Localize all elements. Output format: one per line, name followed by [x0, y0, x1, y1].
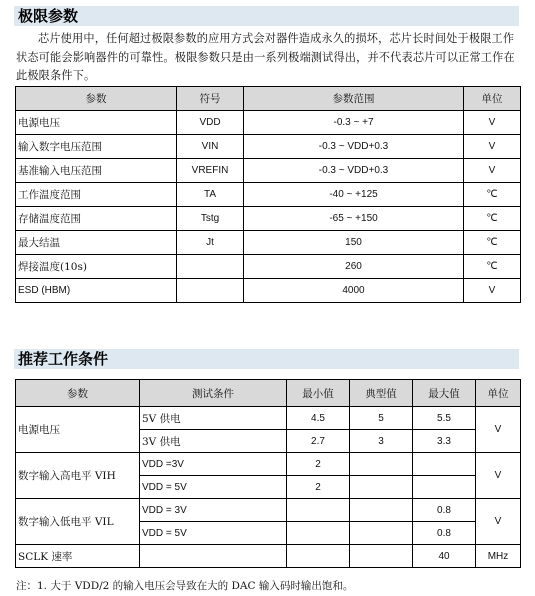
max-cell — [413, 476, 476, 499]
symbol-cell — [177, 255, 244, 279]
unit-cell: V — [476, 407, 521, 453]
min-cell: 2 — [287, 476, 350, 499]
range-cell: -65 ~ +150 — [244, 207, 464, 231]
typ-cell — [350, 522, 413, 545]
header-unit: 单位 — [476, 380, 521, 407]
header-symbol: 符号 — [177, 87, 244, 111]
header-param: 参数 — [16, 380, 140, 407]
min-cell — [287, 545, 350, 568]
section-header-bar — [14, 6, 519, 26]
table-header-row — [16, 380, 521, 407]
min-cell: 4.5 — [287, 407, 350, 430]
typ-cell — [350, 545, 413, 568]
section-title-absolute-max: 极限参数 — [18, 7, 79, 25]
max-cell: 0.8 — [413, 499, 476, 522]
recommended-conditions-table — [15, 379, 521, 568]
max-cell: 0.8 — [413, 522, 476, 545]
symbol-cell: VIN — [177, 135, 244, 159]
header-max: 最大值 — [413, 380, 476, 407]
param-cell: 基准输入电压范围 — [16, 159, 177, 183]
unit-cell: V — [476, 453, 521, 499]
table-row — [16, 545, 521, 568]
symbol-cell: Tstg — [177, 207, 244, 231]
table-row — [16, 499, 521, 522]
unit-cell: MHz — [476, 545, 521, 568]
param-cell: 最大结温 — [16, 231, 177, 255]
param-cell: 电源电压 — [16, 111, 177, 135]
condition-cell: VDD = 5V — [140, 476, 287, 499]
intro-paragraph: 芯片使用中，任何超过极限参数的应用方式会对器件造成永久的损坏，芯片长时间处于极限工作状态可能会影响器件的可靠性。极限参数只是由一系列极端测试得出，并不代表芯片可以正常工作在此极限条件下。 — [16, 32, 515, 82]
section-title-recommended: 推荐工作条件 — [18, 350, 109, 368]
symbol-cell: VDD — [177, 111, 244, 135]
header-typ: 典型值 — [350, 380, 413, 407]
unit-cell: ℃ — [464, 231, 521, 255]
min-cell — [287, 499, 350, 522]
symbol-cell: TA — [177, 183, 244, 207]
param-cell: 电源电压 — [16, 407, 140, 453]
range-cell: 150 — [244, 231, 464, 255]
unit-cell: V — [476, 499, 521, 545]
table-row — [16, 453, 521, 476]
table-row — [16, 183, 521, 207]
range-cell: -0.3 ~ +7 — [244, 111, 464, 135]
unit-cell: ℃ — [464, 207, 521, 231]
footnote: 注：1. 大于 VDD/2 的输入电压会导致在大的 DAC 输入码时输出饱和。 — [16, 580, 354, 592]
table-row — [16, 135, 521, 159]
symbol-cell: Jt — [177, 231, 244, 255]
header-unit: 单位 — [464, 87, 521, 111]
typ-cell — [350, 499, 413, 522]
min-cell — [287, 522, 350, 545]
absolute-max-table — [15, 86, 521, 303]
condition-cell: VDD = 5V — [140, 522, 287, 545]
table-row — [16, 407, 521, 430]
max-cell: 5.5 — [413, 407, 476, 430]
unit-cell: ℃ — [464, 183, 521, 207]
min-cell: 2.7 — [287, 430, 350, 453]
header-condition: 测试条件 — [140, 380, 287, 407]
condition-cell: VDD = 3V — [140, 499, 287, 522]
param-cell: ESD (HBM) — [16, 279, 177, 303]
table-row — [16, 207, 521, 231]
typ-cell: 5 — [350, 407, 413, 430]
table-row — [16, 279, 521, 303]
min-cell: 2 — [287, 453, 350, 476]
condition-cell: VDD =3V — [140, 453, 287, 476]
unit-cell: V — [464, 111, 521, 135]
unit-cell: ℃ — [464, 255, 521, 279]
param-cell: 存储温度范围 — [16, 207, 177, 231]
header-min: 最小值 — [287, 380, 350, 407]
table-row — [16, 231, 521, 255]
max-cell: 3.3 — [413, 430, 476, 453]
condition-cell — [140, 545, 287, 568]
range-cell: 260 — [244, 255, 464, 279]
symbol-cell: VREFIN — [177, 159, 244, 183]
unit-cell: V — [464, 159, 521, 183]
typ-cell: 3 — [350, 430, 413, 453]
range-cell: 4000 — [244, 279, 464, 303]
range-cell: -40 ~ +125 — [244, 183, 464, 207]
param-cell: SCLK 速率 — [16, 545, 140, 568]
param-cell: 焊接温度(10s) — [16, 255, 177, 279]
table-header-row — [16, 87, 521, 111]
condition-cell: 5V 供电 — [140, 407, 287, 430]
max-cell: 40 — [413, 545, 476, 568]
range-cell: -0.3 ~ VDD+0.3 — [244, 135, 464, 159]
param-cell: 工作温度范围 — [16, 183, 177, 207]
max-cell — [413, 453, 476, 476]
table-row — [16, 159, 521, 183]
symbol-cell — [177, 279, 244, 303]
unit-cell: V — [464, 135, 521, 159]
unit-cell: V — [464, 279, 521, 303]
table-row — [16, 255, 521, 279]
header-param: 参数 — [16, 87, 177, 111]
param-cell: 数字输入低电平 VIL — [16, 499, 140, 545]
param-cell: 输入数字电压范围 — [16, 135, 177, 159]
typ-cell — [350, 476, 413, 499]
header-range: 参数范围 — [244, 87, 464, 111]
table-row — [16, 111, 521, 135]
condition-cell: 3V 供电 — [140, 430, 287, 453]
param-cell: 数字输入高电平 VIH — [16, 453, 140, 499]
range-cell: -0.3 ~ VDD+0.3 — [244, 159, 464, 183]
typ-cell — [350, 453, 413, 476]
